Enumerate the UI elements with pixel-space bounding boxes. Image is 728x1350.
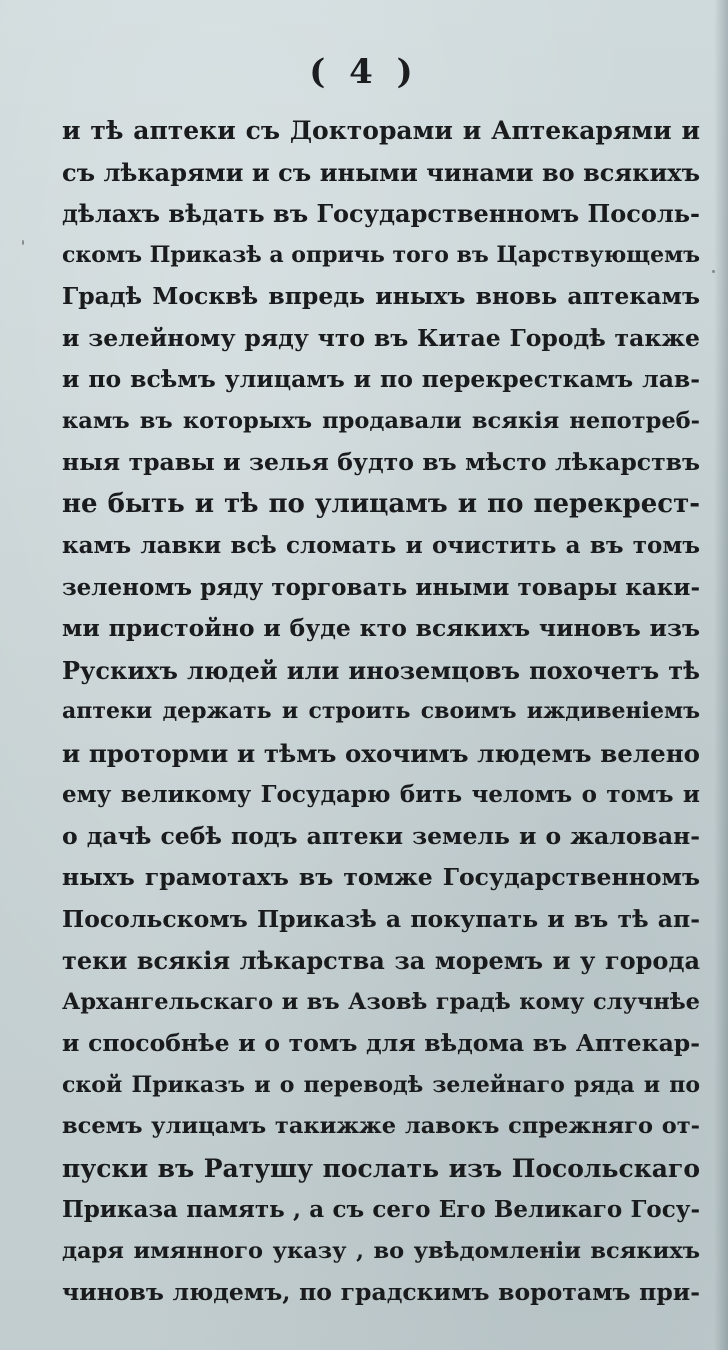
page-edge-shadow (714, 0, 728, 1350)
body-text (62, 110, 700, 1314)
text-line: не быть и тѣ по улицамъ и по перекрест- (62, 488, 700, 519)
text-line: скомъ Приказѣ а опричь того въ Царствующемъ (62, 241, 700, 268)
text-line: пуски въ Ратушу послать изъ Посольскаго (62, 1153, 700, 1183)
text-line: теки всякія лѣкарства за моремъ и у города (62, 946, 700, 975)
text-line: всемъ улицамъ такижже лавокъ спрежняго от- (62, 1113, 700, 1139)
text-line: Градѣ Москвѣ впредь иныхъ вновь аптекамъ (62, 282, 700, 310)
page-number: ( 4 ) (309, 52, 419, 92)
text-line: Архангельскаго и въ Азовѣ градѣ кому случнѣе (62, 988, 700, 1015)
paper-speck (380, 1215, 382, 1217)
paper-speck (540, 1248, 544, 1252)
text-line: и по всѣмъ улицамъ и по перекресткамъ лав- (62, 365, 700, 393)
text-line: съ лѣкарями и съ иными чинами во всякихъ (62, 157, 700, 187)
text-line: дѣлахъ вѣдать въ Государственномъ Посоль- (62, 199, 700, 228)
text-line: ми пристойно и буде кто всякихъ чиновъ изъ (62, 614, 700, 642)
text-line: зеленомъ ряду торговать иными товары каки- (62, 573, 700, 601)
paper-speck (22, 240, 24, 245)
text-line: ему великому Государю бить челомъ о томъ и (62, 781, 700, 808)
text-line: Рускихъ людей или иноземцовъ похочетъ тѣ (62, 655, 700, 685)
text-line: и проторми и тѣмъ охочимъ людемъ велено (62, 738, 700, 768)
text-line: о дачѣ себѣ подъ аптеки земель и о жалован- (62, 821, 700, 850)
text-line: и тѣ аптеки съ Докторами и Аптекарями и (62, 116, 700, 145)
text-line: Приказа память , а съ сего Его Великаго Госу- (62, 1196, 700, 1223)
text-line: камъ въ которыхъ продавали всякія непотреб- (62, 407, 700, 434)
text-line: Посольскомъ Приказѣ а покупать и въ тѣ ап- (62, 904, 700, 933)
text-line: даря имянного указу , во увѣдомленіи всякихъ (62, 1237, 700, 1264)
text-line: и способнѣе и о томъ для вѣдома въ Аптекар- (62, 1029, 700, 1057)
text-line: чиновъ людемъ, по градскимъ воротамъ при- (62, 1278, 700, 1306)
text-line: ныхъ грамотахъ въ томже Государственномъ (62, 863, 700, 891)
paper-speck (712, 270, 715, 273)
text-line: и зелейному ряду что въ Китае Городѣ также (62, 323, 700, 352)
text-line: аптеки держать и строить своимъ иждивеніемъ (62, 698, 700, 724)
text-line: ныя травы и зелья будто въ мѣсто лѣкарствъ (62, 448, 700, 476)
text-line: ской Приказъ и о переводѣ зелейнаго ряда и по (62, 1071, 700, 1098)
text-line: камъ лавки всѣ сломать и очистить а въ томъ (62, 532, 700, 559)
